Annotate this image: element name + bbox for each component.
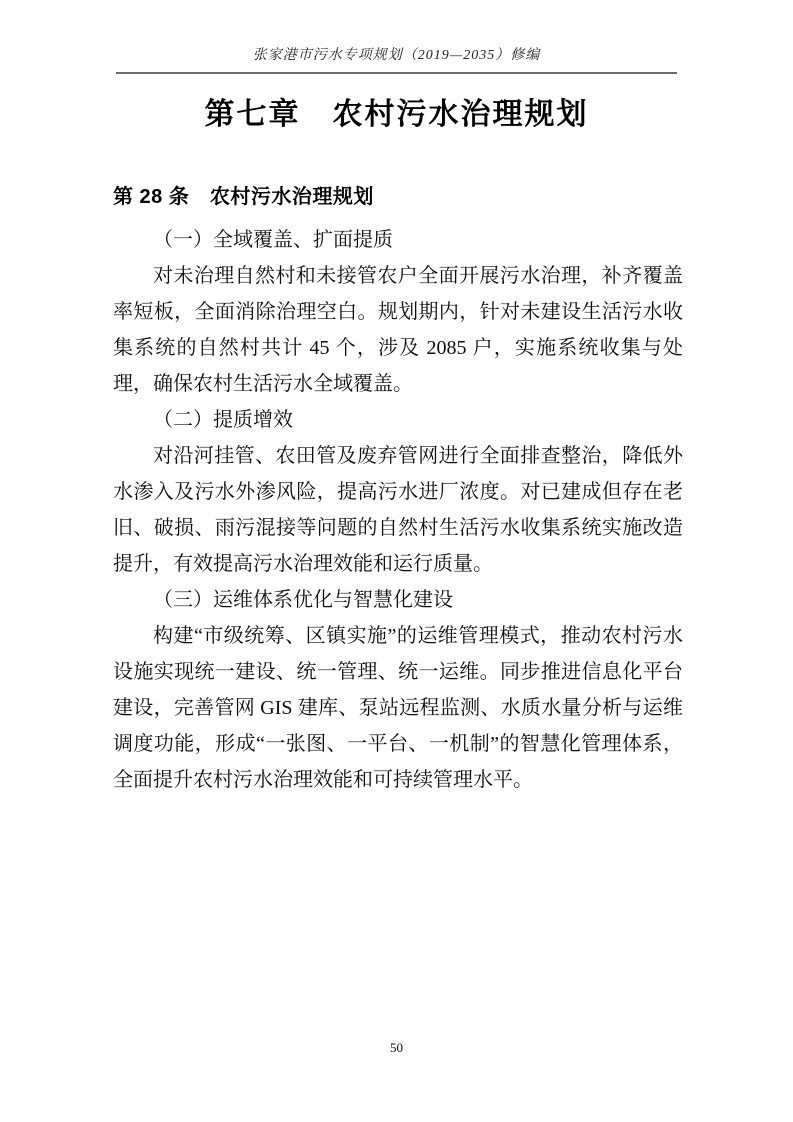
article-heading: 第 28 条 农村污水治理规划 — [113, 186, 374, 208]
subsection-heading-1: （一）全域覆盖、扩面提质 — [153, 229, 393, 251]
chapter-title: 第七章 农村污水治理规划 — [204, 98, 589, 131]
article-body — [113, 222, 683, 798]
running-header: 张家港市污水专项规划（2019—2035）修编 — [252, 48, 541, 63]
subsection-heading-2: （二）提质增效 — [153, 409, 293, 431]
paragraph-1: 对未治理自然村和未接管农户全面开展污水治理，补齐覆盖率短板，全面消除治理空白。规划期内，针对未建设生活污水收集系统的自然村共计 45 个，涉及 2085 户，实施系统收集与处理，确保农村生活污水全域覆盖。 — [113, 265, 683, 395]
paragraph-2: 对沿河挂管、农田管及废弃管网进行全面排查整治，降低外水渗入及污水外渗风险，提高污水进厂浓度。对已建成但存在老旧、破损、雨污混接等问题的自然村生活污水收集系统实施改造提升，有效提高污水治理效能和运行质量。 — [113, 445, 683, 575]
page-number: 50 — [390, 1040, 403, 1055]
header-rule — [116, 72, 677, 74]
subsection-heading-3: （三）运维体系优化与智慧化建设 — [153, 589, 453, 611]
paragraph-3: 构建“市级统筹、区镇实施”的运维管理模式，推动农村污水设施实现统一建设、统一管理、统一运维。同步推进信息化平台建设，完善管网 GIS 建库、泵站远程监测、水质水量分析与运维调度功能，形成“一张图、一平台、一机制”的智慧化管理体系，全面提升农村污水治理效能和可持续管理水平。 — [113, 625, 683, 791]
